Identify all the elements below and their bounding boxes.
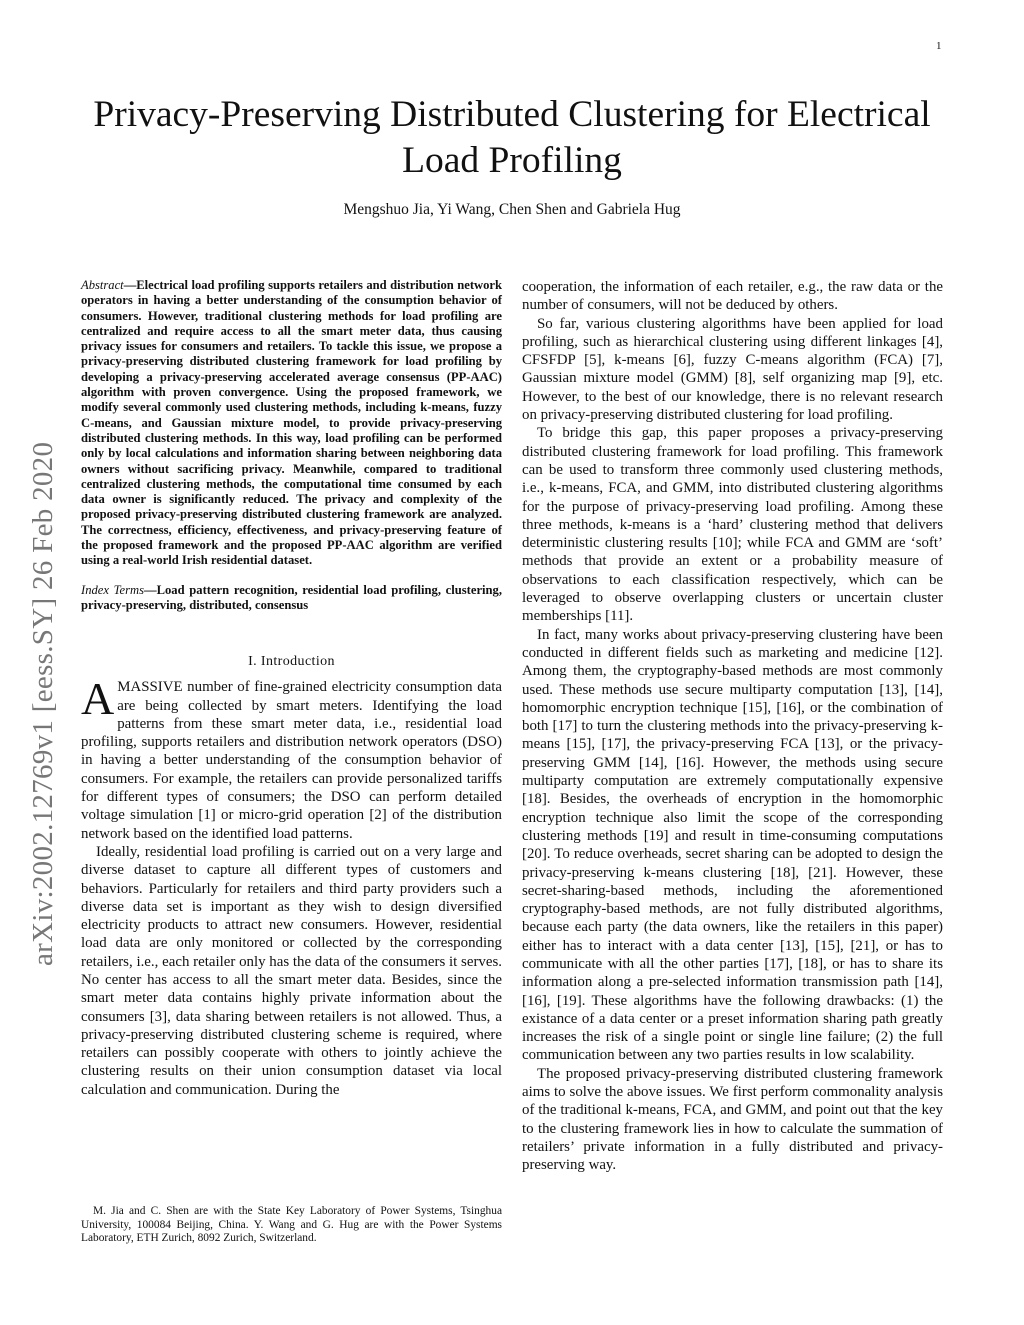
intro-paragraph-5: To bridge this gap, this paper proposes a privacy-preserving distributed clustering framework for load profiling. This framework can be used to transform three commonly used clustering methods, i.e., k-means, FCA, and GMM, into distributed clustering algorithms for the purpose of privacy-preserving load profiling. Among these three methods, k-means is a ‘hard’ clustering method that delivers deterministic clustering results [10]; while FCA and GMM are ‘soft’ methods that provide an extent or a probability measure of observations to each classification respectively, which can be leveraged to observe overlapping clusters or uncertain cluster memberships [11]. [522, 425, 943, 625]
intro-paragraph-6: In fact, many works about privacy-preserving clustering have been conducted in different fields such as marketing and medicine [12]. Among them, the cryptography-based methods are most commonly used. These methods use secure multiparty computation [13], [14], homomorphic encryption technique [15], [16], or the combination of both [17] to turn the clustering methods into the privacy-preserving k-means [15], [17], the privacy-preserving FCA [13], or the privacy-preserving GMM [14], [16]. However, the methods using secure multiparty computation are extremely computationally expensive [18]. Besides, the overheads of encryption in the homomorphic encryption technique also limit the scope of the corresponding clustering methods [19] and result in time-consuming computations [20]. To reduce overheads, secret sharing can be adopted to design the privacy-preserving k-means clustering [18], [21]. However, these secret-sharing-based methods, including the aforementioned cryptography-based methods, are not fully distributed algorithms, because each party (the data owners, like the retailers in this paper) either has to interact with a data center [13], [15], [21], or has to communicate with all the other parties [17], [18], or has to share its information along a pre-selected information transmission path [14], [16], [19]. These algorithms have the following drawbacks: (1) the existance of a data center or a preset information sharing path greatly increases the risk of a single point or single line failure; (2) the full communication between any two parties results in low scalability. [522, 626, 943, 1064]
abstract-text: —Electrical load profiling supports retailers and distribution network operators in having a better understanding of the consumption behavior of consumers. However, traditional clustering methods for load profiling are centralized and require access to all the smart meter data, thus causing privacy issues for consumers and retailers. To tackle this issue, we propose a privacy-preserving distributed clustering framework for load profiling by developing a privacy-preserving accelerated average consensus (PP-AAC) algorithm with proven convergence. Using the proposed framework, we modify several commonly used clustering methods, including k-means, fuzzy C-means, and Gaussian mixture model, to provide privacy-preserving distributed clustering methods. In this way, load profiling can be performed only by local calculations and information sharing between neighboring data owners without sacrificing privacy. Meanwhile, compared to traditional centralized clustering methods, the computational time consumed by each data owner is significantly reduced. The privacy and complexity of the proposed privacy-preserving distributed clustering framework are analyzed. The correctness, efficiency, effectiveness, and privacy-preserving feature of the proposed framework and the proposed PP-AAC algorithm are verified using a real-world Irish residential dataset. [81, 278, 502, 568]
index-terms-lead: Index Terms [81, 582, 144, 597]
index-terms-text: —Load pattern recognition, residential load profiling, clustering, privacy-preserving, distributed, consensus [81, 582, 503, 612]
abstract [81, 278, 502, 569]
intro-paragraph-1 [81, 673, 502, 843]
intro-paragraph-7: The proposed privacy-preserving distributed clustering framework aims to solve the above issues. We first perform commonality analysis of the traditional k-means, FCA, and GMM, and point out that the key to the clustering framework lies in how to calculate the summation of retailers’ private information in a fully distributed and privacy-preserving way. [522, 1065, 943, 1174]
page-number: 1 [936, 40, 942, 52]
affiliation-footnote: M. Jia and C. Shen are with the State Key Laboratory of Power Systems, Tsinghua University, 100084 Beijing, China. Y. Wang and G. Hug are with the Power Systems Laboratory, ETH Zurich, 8092 Zurich, Switzerland. [81, 1205, 502, 1245]
left-column [81, 278, 502, 1099]
section-heading-introduction: I. Introduction [248, 654, 335, 670]
intro-paragraph-4: So far, various clustering algorithms have been applied for load profiling, such as hierarchical clustering using different linkages [4], CFSFDP [5], k-means [6], fuzzy C-means algorithm (FCA) [7], Gaussian mixture model (GMM) [8], self organizing map [9], etc. However, to the best of our knowledge, there is no relevant research on privacy-preserving distributed clustering for load profiling. [522, 315, 943, 424]
intro-paragraph-2: Ideally, residential load profiling is carried out on a very large and diverse dataset to capture all different types of customers and behaviors. Particularly for retailers and third party providers such a diverse data set is important as they wish to design diversified electricity products to attract new consumers. However, residential load data are only monitored or collected by the corresponding retailers, i.e., each retailer only has the data of the consumers it serves. No center has access to all the smart meter data. Besides, since the smart meter data contains highly private information about the consumers [3], data sharing between retailers is not allowed. Thus, a privacy-preserving distributed clustering scheme is required, where retailers can possibly cooperate with others to jointly achieve the clustering results on their union consumption dataset via local calculation and communication. During the [81, 843, 502, 1098]
author-list: Mengshuo Jia, Yi Wang, Chen Shen and Gabriela Hug [343, 201, 681, 218]
arxiv-identifier[interactable]: arXiv:2002.12769v1 [eess.SY] 26 Feb 2020 [27, 441, 59, 966]
right-column [522, 278, 943, 1175]
index-terms [81, 583, 502, 614]
paper-title: Privacy-Preserving Distributed Clustering for Electrical Load Profiling [93, 94, 931, 181]
intro-paragraph-1-text: MASSIVE number of fine-grained electricity consumption data are being collected by smart meters. Identifying the load patterns from these smart meter data, i.e., residential load profiling, supports retailers and distribution network operators (DSO) in having a better understanding of the consumption behavior of consumers. For example, the retailers can provide personalized tariffs for different types of consumers; the DSO can perform detailed voltage simulation [1] or micro-grid operation [2] of the distribution network based on the identified load patterns. [81, 679, 502, 842]
abstract-lead: Abstract [81, 278, 124, 292]
drop-cap: A [81, 673, 115, 725]
intro-paragraph-3: cooperation, the information of each retailer, e.g., the raw data or the number of consumers, will not be deduced by others. [522, 279, 943, 314]
